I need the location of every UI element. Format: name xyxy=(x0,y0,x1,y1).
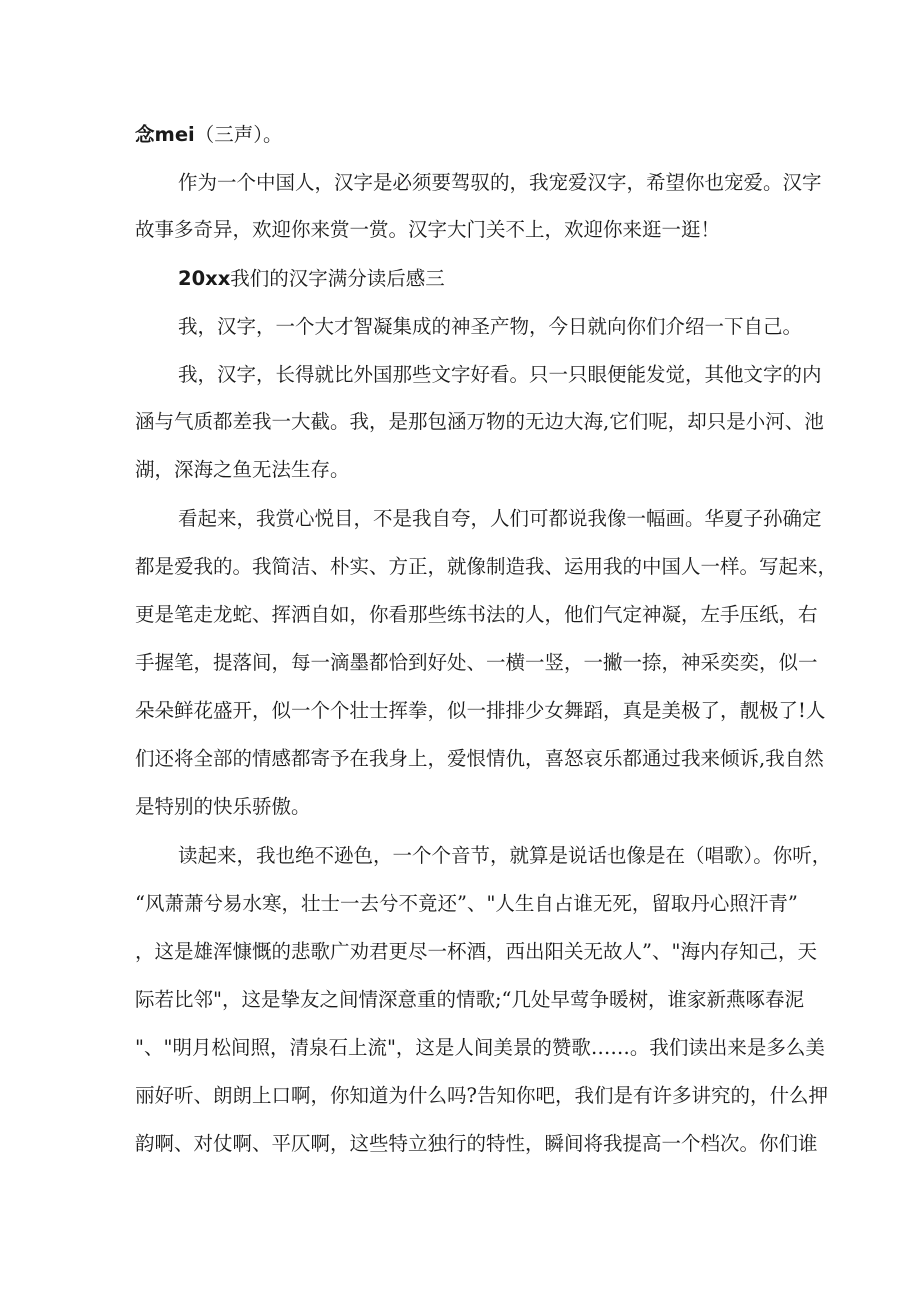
para4-line1: 看起来，我赏心悦目，不是我自夸，人们可都说我像一幅画。华夏子孙确定 xyxy=(178,507,822,530)
para1-line1: 作为一个中国人，汉字是必须要驾驭的，我宠爱汉字，希望你也宠爱。汉字 xyxy=(178,171,822,194)
para1-line2: 故事多奇异，欢迎你来赏一赏。汉字大门关不上，欢迎你来逛一逛！ xyxy=(135,218,721,241)
intro-bold-text: 念mei xyxy=(135,123,195,146)
para5-line2: “风萧萧兮易水寒，壮士一去兮不竟还”、"人生自占谁无死，留取丹心照汗青” xyxy=(135,892,798,915)
para5-line4: 际若比邻"，这是挚友之间情深意重的情歌;“几处早莺争暖树，谁家新燕啄春泥 xyxy=(135,988,805,1011)
section-title-rest: 我们的汉字满分读后感三 xyxy=(230,267,445,290)
para4-line6: 们还将全部的情感都寄予在我身上，爱恨情仇，喜怒哀乐都通过我来倾诉,我自然 xyxy=(135,747,824,770)
para4-line3: 更是笔走龙蛇、挥洒自如，你看那些练书法的人，他们气定神凝，左手压纸，右 xyxy=(135,603,818,626)
intro-rest-text: （三声）。 xyxy=(194,123,283,146)
para4-line7: 是特别的快乐骄傲。 xyxy=(135,795,311,818)
para5-line1: 读起来，我也绝不逊色，一个个音节，就算是说话也像是在（唱歌）。你听， xyxy=(178,844,832,867)
para3-line1: 我，汉字，长得就比外国那些文字好看。只一只眼便能发觉，其他文字的内 xyxy=(178,363,822,386)
intro-line xyxy=(135,122,283,148)
para3-line3: 湖，深海之鱼无法生存。 xyxy=(135,458,350,481)
para4-line5: 朵朵鲜花盛开，似一个个壮士挥拳，似一排排少女舞蹈，真是美极了，靓极了!人 xyxy=(135,699,826,722)
section-title xyxy=(178,266,445,292)
para5-line3: ，这是雄浑慷慨的悲歌广劝君更尽一杯酒，西出阳关无故人”、"海内存知己，天 xyxy=(135,940,817,963)
para5-line6: 丽好听、朗朗上口啊，你知道为什么吗?告知你吧，我们是有许多讲究的，什么押 xyxy=(135,1084,828,1107)
para4-line2: 都是爱我的。我简洁、朴实、方正，就像制造我、运用我的中国人一样。写起来， xyxy=(135,555,838,578)
para5-line7: 韵啊、对仗啊、平仄啊，这些特立独行的特性，瞬间将我提高一个档次。你们谁 xyxy=(135,1132,818,1155)
section-title-prefix: 20xx xyxy=(178,267,231,290)
para5-line5: "、"明月松间照，清泉石上流"，这是人间美景的赞歌……。我们读出来是多么美 xyxy=(135,1036,825,1059)
para3-line2: 涵与气质都差我一大截。我，是那包涵万物的无边大海,它们呢，却只是小河、池 xyxy=(135,410,824,433)
para2-line1: 我，汉字，一个大才智凝集成的神圣产物，今日就向你们介绍一下自己。 xyxy=(178,315,803,338)
para4-line4: 手握笔，提落间，每一滴墨都恰到好处、一横一竖，一撇一捺，神采奕奕，似一 xyxy=(135,651,818,674)
